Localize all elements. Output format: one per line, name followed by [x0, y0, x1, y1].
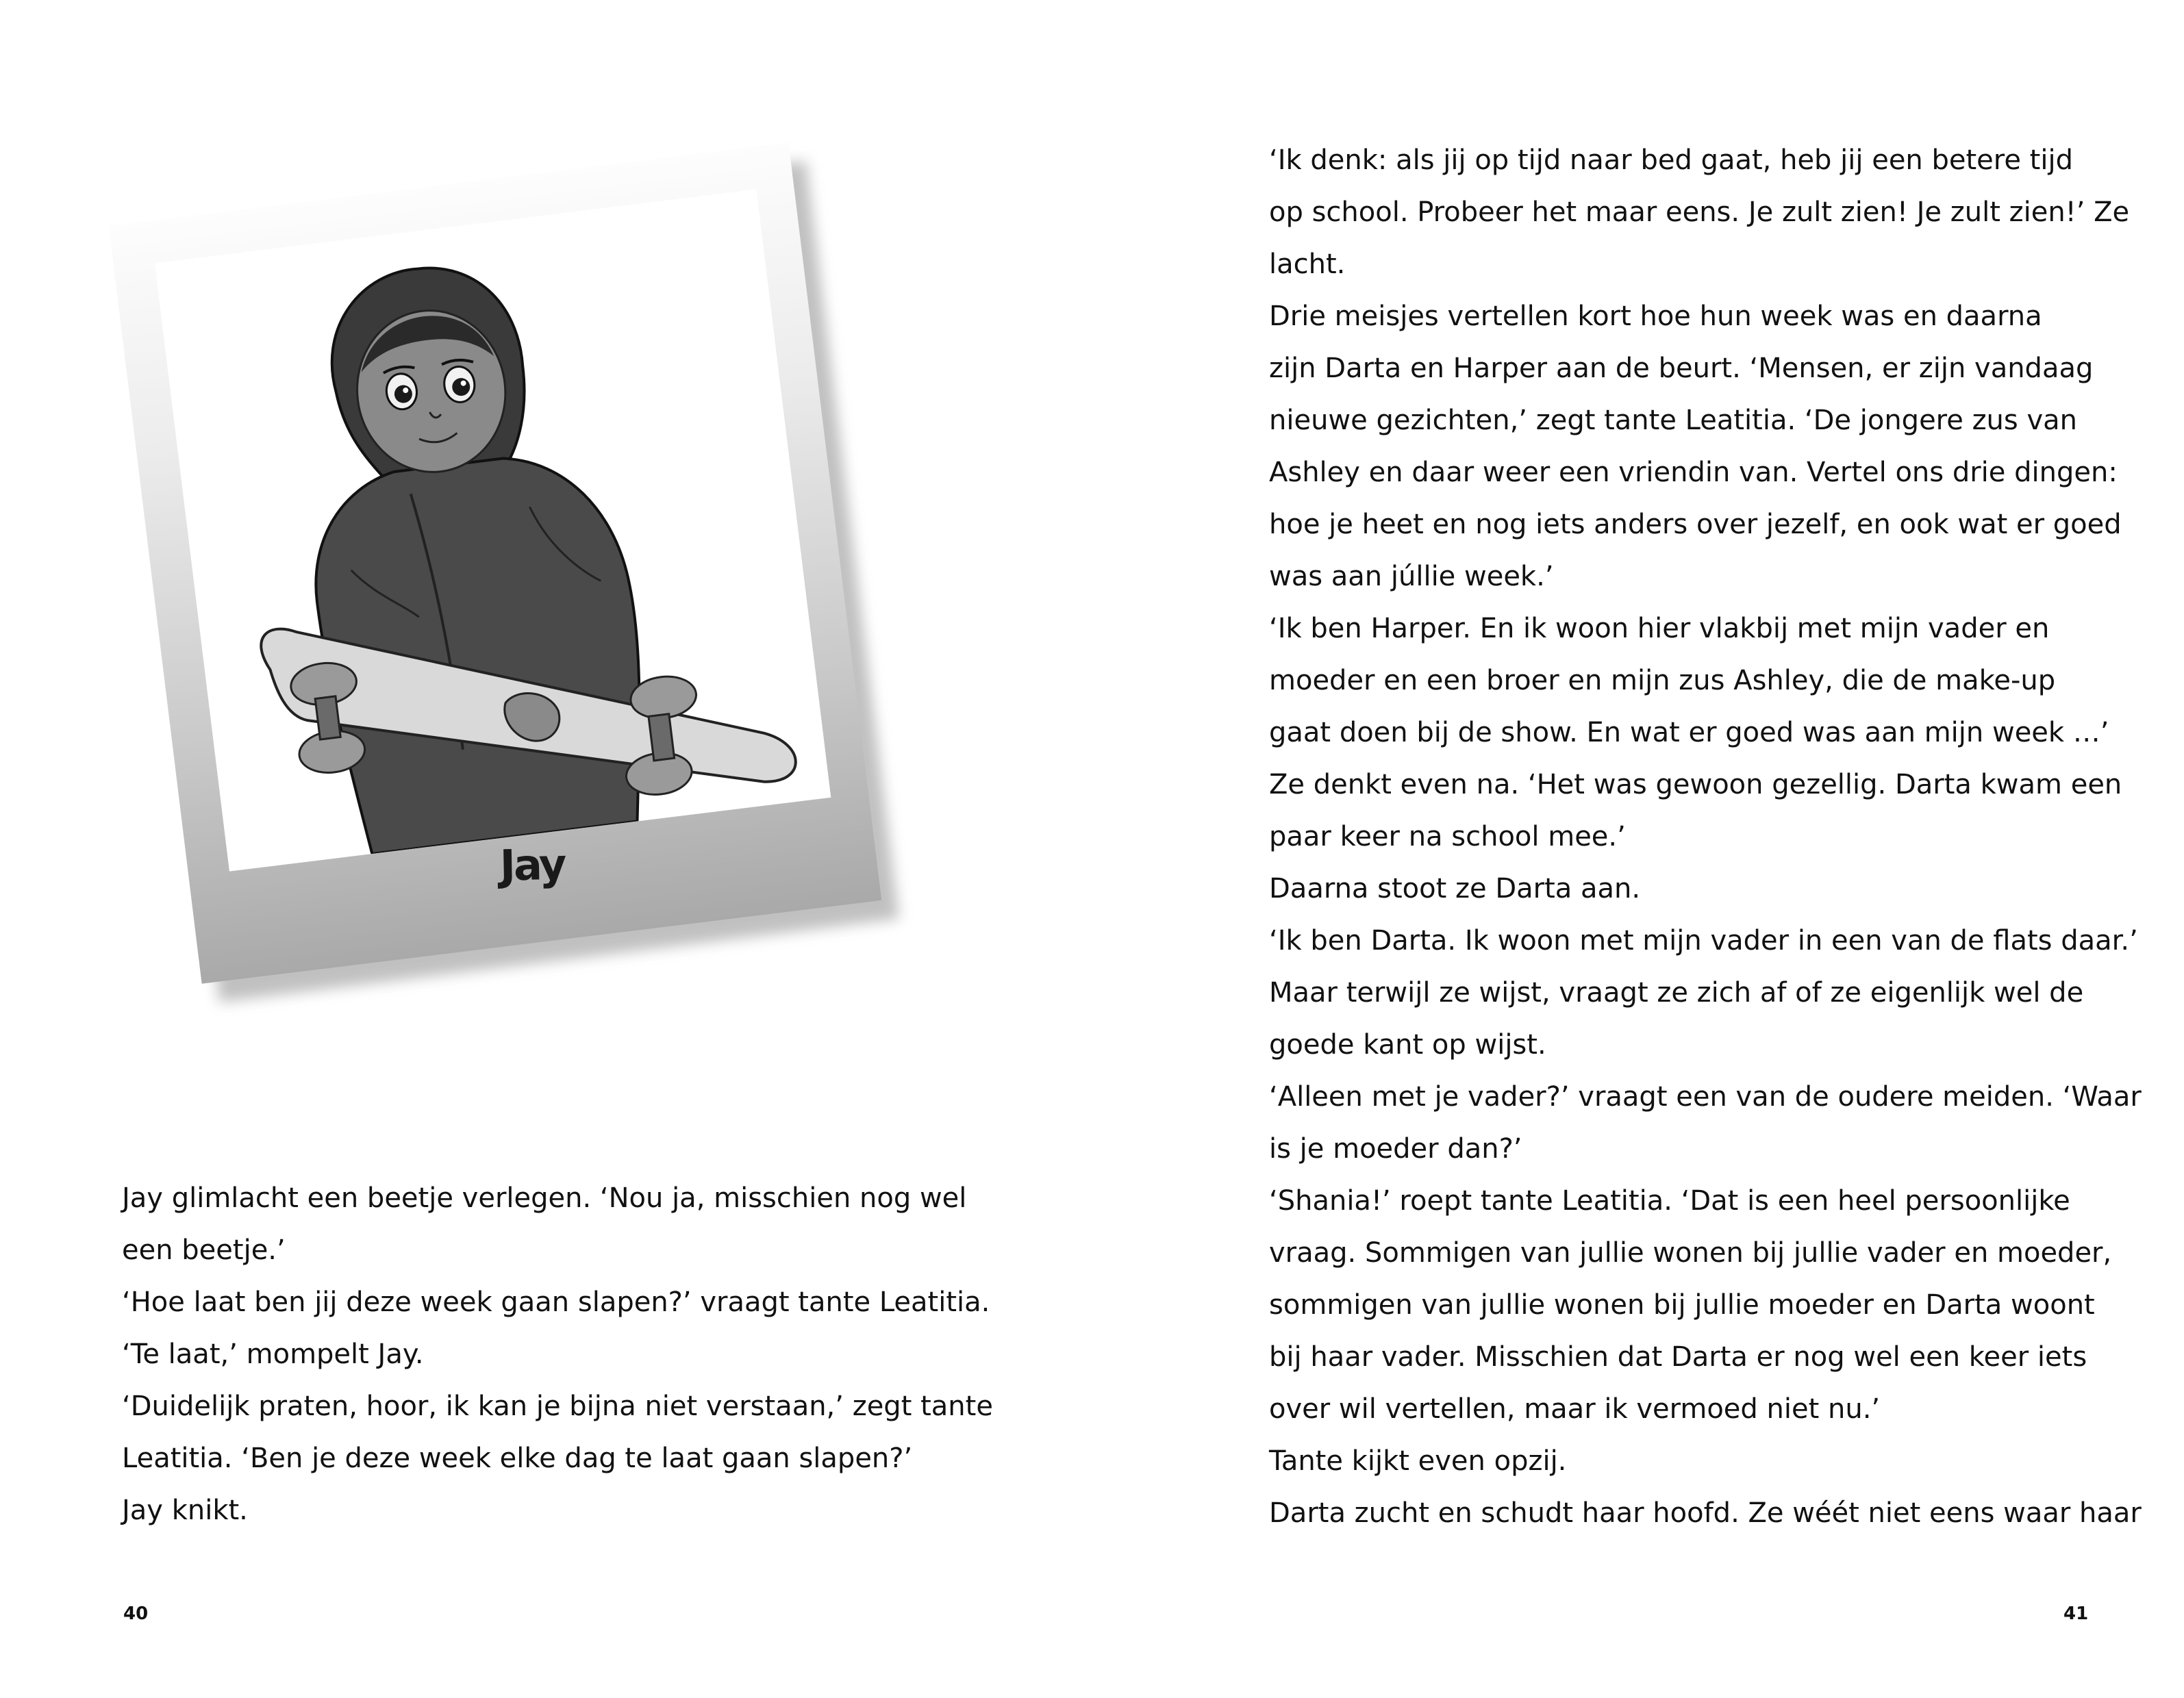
text-line: ‘Shania!’ roept tante Leatitia. ‘Dat is een heel persoonlijke	[1269, 1185, 2070, 1217]
text-line: sommigen van jullie wonen bij jullie moeder en Darta woont	[1269, 1289, 2095, 1321]
text-line: ‘Ik denk: als jij op tijd naar bed gaat, heb jij een betere tijd	[1269, 144, 2073, 176]
text-line: ‘Ik ben Harper. En ik woon hier vlakbij met mijn vader en	[1269, 613, 2050, 644]
text-line: een beetje.’	[122, 1234, 286, 1266]
text-line: op school. Probeer het maar eens. Je zult zien! Je zult zien!’ Ze	[1269, 197, 2130, 228]
text-line: hoe je heet en nog iets anders over jezelf, en ook wat er goed	[1269, 509, 2122, 540]
polaroid-frame	[109, 142, 881, 984]
text-line: ‘Ik ben Darta. Ik woon met mijn vader in een van de flats daar.’	[1269, 925, 2138, 956]
text-line: bij haar vader. Misschien dat Darta er nog wel een keer iets	[1269, 1341, 2087, 1373]
text-line: vraag. Sommigen van jullie wonen bij jullie vader en moeder,	[1269, 1237, 2112, 1269]
right-page-text	[1269, 134, 2142, 1539]
text-line: is je moeder dan?’	[1269, 1133, 1522, 1165]
text-line: ‘Hoe laat ben jij deze week gaan slapen?’ vraagt tante Leatitia.	[122, 1287, 990, 1318]
right-page	[1092, 0, 2184, 1698]
text-line: Maar terwijl ze wijst, vraagt ze zich af of ze eigenlijk wel de	[1269, 977, 2084, 1009]
text-line: nieuwe gezichten,’ zegt tante Leatitia. ‘De jongere zus van	[1269, 405, 2077, 436]
text-line: ‘Te laat,’ mompelt Jay.	[122, 1339, 424, 1370]
text-line: gaat doen bij de show. En wat er goed was aan mijn week …’	[1269, 717, 2109, 748]
text-line: lacht.	[1269, 249, 1346, 280]
left-page-text	[122, 1172, 993, 1536]
text-line: ‘Alleen met je vader?’ vraagt een van de oudere meiden. ‘Waar	[1269, 1081, 2142, 1113]
text-line: Daarna stoot ze Darta aan.	[1269, 873, 1641, 904]
text-line: Jay knikt.	[122, 1495, 248, 1526]
text-line: Ashley en daar weer een vriendin van. Vertel ons drie dingen:	[1269, 457, 2118, 488]
text-line: moeder en een broer en mijn zus Ashley, die de make-up	[1269, 665, 2056, 696]
jay-illustration	[155, 189, 831, 871]
text-line: over wil vertellen, maar ik vermoed niet nu.’	[1269, 1393, 1881, 1425]
page-number-left: 40	[123, 1604, 149, 1624]
text-line: Leatitia. ‘Ben je deze week elke dag te laat gaan slapen?’	[122, 1443, 913, 1474]
text-line: was aan júllie week.’	[1269, 561, 1554, 592]
page-number-right: 41	[2063, 1604, 2089, 1624]
text-line: zijn Darta en Harper aan de beurt. ‘Mensen, er zijn vandaag	[1269, 353, 2094, 384]
text-line: Ze denkt even na. ‘Het was gewoon gezellig. Darta kwam een	[1269, 769, 2122, 800]
text-line: Drie meisjes vertellen kort hoe hun week was en daarna	[1269, 301, 2042, 332]
text-line: paar keer na school mee.’	[1269, 821, 1626, 852]
polaroid-card	[109, 142, 881, 984]
text-line: Darta zucht en schudt haar hoofd. Ze wéét niet eens waar haar	[1269, 1497, 2142, 1529]
text-line: Tante kijkt even opzij.	[1269, 1445, 1567, 1477]
text-line: Jay glimlacht een beetje verlegen. ‘Nou ja, misschien nog wel	[122, 1182, 967, 1214]
text-line: ‘Duidelijk praten, hoor, ik kan je bijna niet verstaan,’ zegt tante	[122, 1391, 993, 1422]
photo-caption: Jay	[499, 839, 565, 891]
text-line: goede kant op wijst.	[1269, 1029, 1546, 1061]
